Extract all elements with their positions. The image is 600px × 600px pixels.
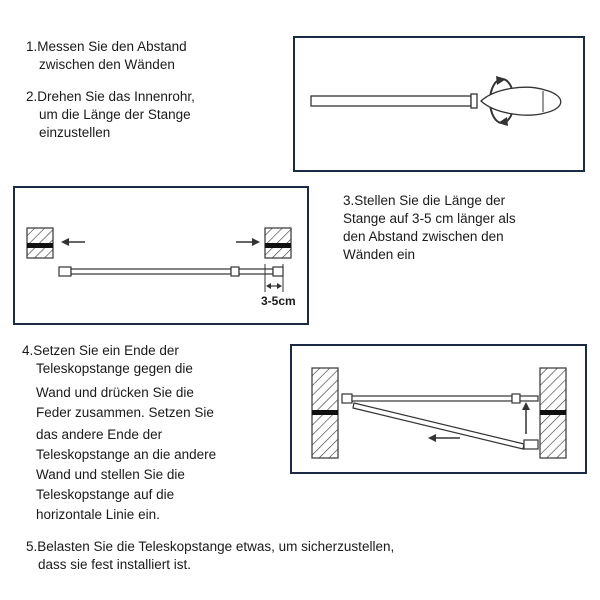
tube-body (311, 96, 471, 106)
tube-collar (471, 94, 477, 108)
step4-line2: Teleskopstange gegen die (36, 361, 193, 376)
horizontal-rod-right-joint (512, 394, 520, 403)
diagonal-rod (353, 403, 524, 449)
step1-line2: zwischen den Wänden (39, 57, 175, 72)
step2-line2: um die Länge der Stange (39, 107, 191, 122)
left-wall-mark (312, 410, 338, 415)
step2-line1: 2.Drehen Sie das Innenrohr, (26, 89, 195, 104)
step2-line3: einzustellen (39, 125, 111, 140)
installation-panel (290, 344, 587, 474)
horizontal-rod (352, 396, 512, 401)
left-arrow-icon (428, 434, 436, 442)
up-arrow-icon (522, 402, 530, 410)
diagonal-rod-end (524, 440, 538, 449)
left-wall-mark (27, 243, 53, 248)
step3-line2: Stange auf 3-5 cm länger als (343, 211, 516, 226)
rotate-tube-panel (293, 36, 585, 172)
step3-line1: 3.Stellen Sie die Länge der (343, 193, 506, 208)
step5-line1: 5.Belasten Sie die Teleskopstange etwas, um sicherzustellen, (26, 539, 395, 554)
rod-inner-tube (239, 269, 273, 274)
dimension-arrow-right-icon (277, 283, 282, 289)
left-arrow-icon (61, 238, 69, 246)
step4-line8: Teleskopstange auf die (36, 487, 175, 502)
rod-outer-tube (71, 269, 231, 274)
step4-line9: horizontale Linie ein. (36, 507, 160, 522)
horizontal-rod-inner (520, 396, 538, 401)
right-wall-mark (265, 243, 291, 248)
step4-line7: Wand und stellen Sie die (36, 467, 185, 482)
step4-line6: Teleskopstange an die andere (36, 447, 217, 462)
length-setting-panel (13, 186, 309, 325)
right-arrow-icon (252, 238, 260, 246)
dimension-label: 3-5cm (261, 294, 296, 308)
rod-joint (231, 267, 239, 276)
step5-line2: dass sie fest installiert ist. (38, 557, 192, 572)
horizontal-rod-left-cap (342, 394, 352, 403)
end-knob (481, 87, 561, 115)
step3-line3: den Abstand zwischen den (343, 229, 504, 244)
rod-left-cap (59, 267, 71, 276)
step4-line4: Feder zusammen. Setzen Sie (36, 405, 214, 420)
step4-line1: 4.Setzen Sie ein Ende der (22, 343, 179, 358)
dimension-arrow-left-icon (266, 283, 271, 289)
rotate-tube-illustration (295, 38, 583, 170)
installation-illustration (292, 346, 585, 472)
step4-line3: Wand und drücken Sie die (36, 385, 194, 400)
step3-line4: Wänden ein (343, 247, 416, 262)
step1-line1: 1.Messen Sie den Abstand (26, 39, 187, 54)
step4-line5: das andere Ende der (36, 427, 163, 442)
right-wall-mark (540, 410, 566, 415)
rod-right-cap (273, 267, 283, 276)
